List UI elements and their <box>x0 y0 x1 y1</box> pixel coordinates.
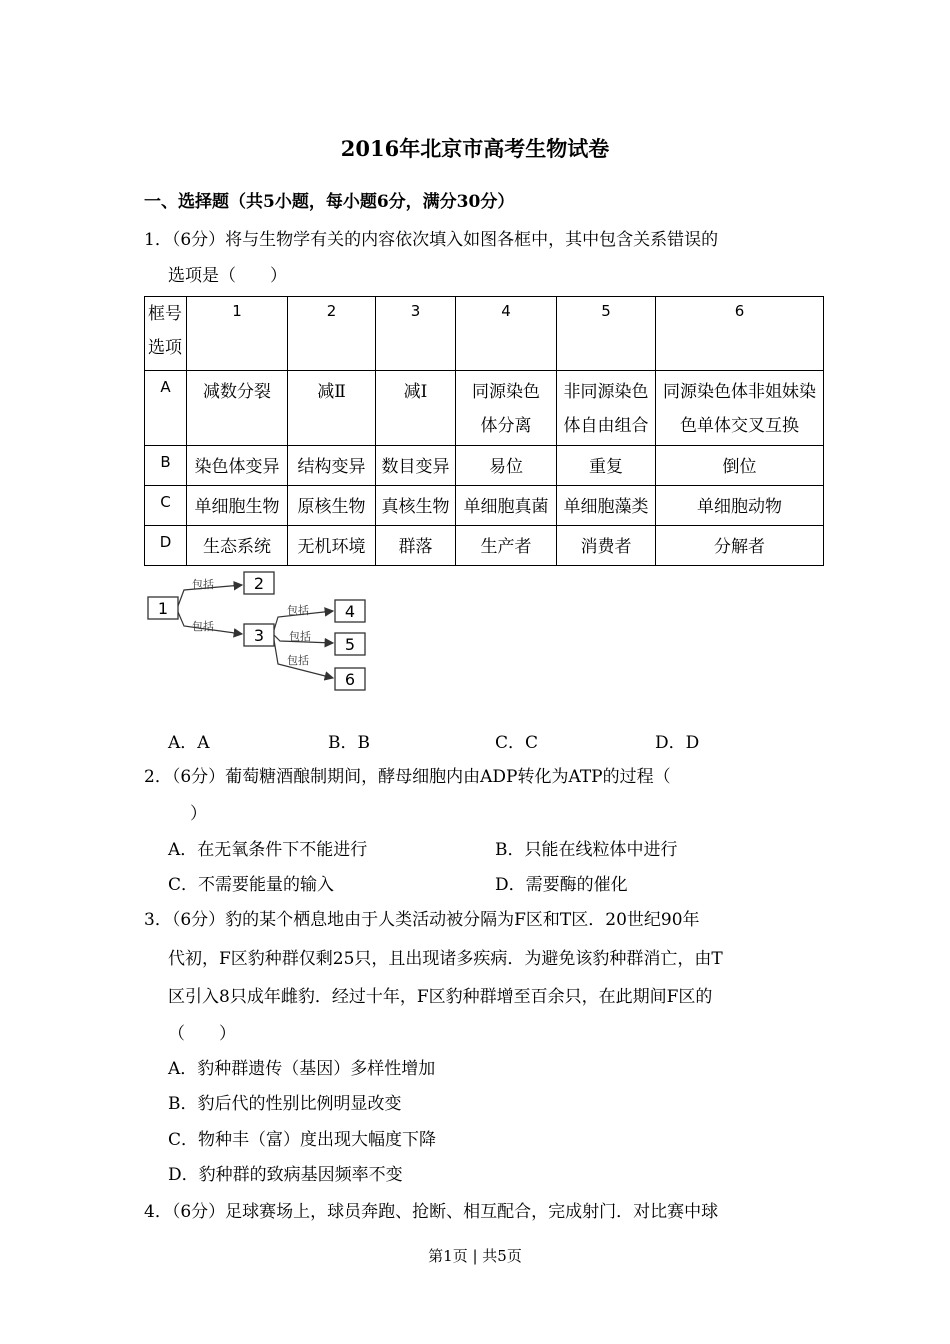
q1-stem-line2: 选项是（ ） <box>168 266 287 286</box>
table-cell: 分解者 <box>656 526 824 566</box>
row-label: B <box>145 446 187 486</box>
q2-stem-line2: ） <box>190 804 207 824</box>
row-label: A <box>145 371 187 446</box>
table-cell: 消费者 <box>557 526 656 566</box>
table-cell: 同源染色体分离 <box>456 371 557 446</box>
q3-stem-line1: 3．（6分）豹的某个栖息地由于人类活动被分隔为F区和T区．20世纪90年 <box>144 910 700 930</box>
row-label: D <box>145 526 187 566</box>
header-cell: 2 <box>288 297 376 371</box>
diagram-box-6-label: 6 <box>344 670 356 689</box>
table-cell: 数目变异 <box>376 446 456 486</box>
diagram-relation-label: 包括 <box>192 620 214 633</box>
table-cell: 减数分裂 <box>187 371 288 446</box>
table-cell: 单细胞生物 <box>187 486 288 526</box>
q2-option-c: C．不需要能量的输入 <box>168 875 335 895</box>
q3-option-b: B．豹后代的性别比例明显改变 <box>168 1094 402 1114</box>
corner-top-label: 框号 <box>148 304 182 324</box>
q3-stem-line3: 区引入8只成年雌豹．经过十年，F区豹种群增至百余只，在此期间F区的 <box>168 987 713 1007</box>
table-cell: 减Ⅱ <box>288 371 376 446</box>
q1-stem-line1: 1．（6分）将与生物学有关的内容依次填入如图各框中，其中包含关系错误的 <box>144 230 719 250</box>
section-heading: 一、选择题（共5小题，每小题6分，满分30分） <box>144 192 515 212</box>
header-cell: 4 <box>456 297 557 371</box>
row-label: C <box>145 486 187 526</box>
table-cell: 同源染色体非姐妹染色单体交叉互换 <box>656 371 824 446</box>
q2-option-a: A．在无氧条件下不能进行 <box>168 840 368 860</box>
table-cell: 无机环境 <box>288 526 376 566</box>
table-row <box>145 446 824 486</box>
diagram-box-2-label: 2 <box>253 574 265 593</box>
table-cell: 单细胞藻类 <box>557 486 656 526</box>
q1-option-a: A．A <box>168 733 210 753</box>
table-cell: 生态系统 <box>187 526 288 566</box>
table-cell: 减Ⅰ <box>376 371 456 446</box>
table-cell: 群落 <box>376 526 456 566</box>
page-title: 2016年北京市高考生物试卷 <box>340 136 610 161</box>
q2-option-b: B．只能在线粒体中进行 <box>495 840 678 860</box>
diagram-relation-label: 包括 <box>287 654 309 667</box>
q1-option-d: D．D <box>655 733 700 753</box>
q1-relation-diagram <box>144 568 384 698</box>
q3-stem-line4: （ ） <box>168 1024 236 1044</box>
header-cell: 6 <box>656 297 824 371</box>
table-row <box>145 371 824 446</box>
q3-option-d: D．豹种群的致病基因频率不变 <box>168 1165 403 1185</box>
header-cell: 5 <box>557 297 656 371</box>
diagram-relation-label: 包括 <box>287 604 309 617</box>
header-cell: 1 <box>187 297 288 371</box>
header-cell: 3 <box>376 297 456 371</box>
q1-table <box>144 296 824 566</box>
q2-option-d: D．需要酶的催化 <box>495 875 628 895</box>
diagram-box-4-label: 4 <box>344 602 356 621</box>
table-row <box>145 486 824 526</box>
table-corner-cell <box>145 297 187 371</box>
page-footer: 第1页 | 共5页 <box>428 1247 522 1265</box>
table-cell: 非同源染色体自由组合 <box>557 371 656 446</box>
corner-bottom-label: 选项 <box>148 338 182 358</box>
table-cell: 单细胞真菌 <box>456 486 557 526</box>
diagram-box-5-label: 5 <box>344 635 356 654</box>
table-cell: 染色体变异 <box>187 446 288 486</box>
table-cell: 易位 <box>456 446 557 486</box>
q3-option-c: C．物种丰（富）度出现大幅度下降 <box>168 1130 437 1150</box>
diagram-box-1-label: 1 <box>157 599 169 618</box>
q3-stem-line2: 代初，F区豹种群仅剩25只，且出现诸多疾病．为避免该豹种群消亡，由T <box>168 949 723 969</box>
diagram-relation-label: 包括 <box>192 578 214 591</box>
table-cell: 原核生物 <box>288 486 376 526</box>
table-cell: 生产者 <box>456 526 557 566</box>
q1-option-c: C．C <box>495 733 539 753</box>
q4-stem-line1: 4．（6分）足球赛场上，球员奔跑、抢断、相互配合，完成射门．对比赛中球 <box>144 1202 719 1222</box>
q2-stem-line1: 2．（6分）葡萄糖酒酿制期间，酵母细胞内由ADP转化为ATP的过程（ <box>144 767 671 787</box>
q1-option-b: B．B <box>328 733 370 753</box>
table-header-row <box>145 297 824 371</box>
q3-option-a: A．豹种群遗传（基因）多样性增加 <box>168 1059 436 1079</box>
table-cell: 倒位 <box>656 446 824 486</box>
diagram-box-3-label: 3 <box>253 626 265 645</box>
table-row <box>145 526 824 566</box>
table-cell: 结构变异 <box>288 446 376 486</box>
table-cell: 真核生物 <box>376 486 456 526</box>
table-cell: 重复 <box>557 446 656 486</box>
diagram-relation-label: 包括 <box>289 630 311 643</box>
table-cell: 单细胞动物 <box>656 486 824 526</box>
